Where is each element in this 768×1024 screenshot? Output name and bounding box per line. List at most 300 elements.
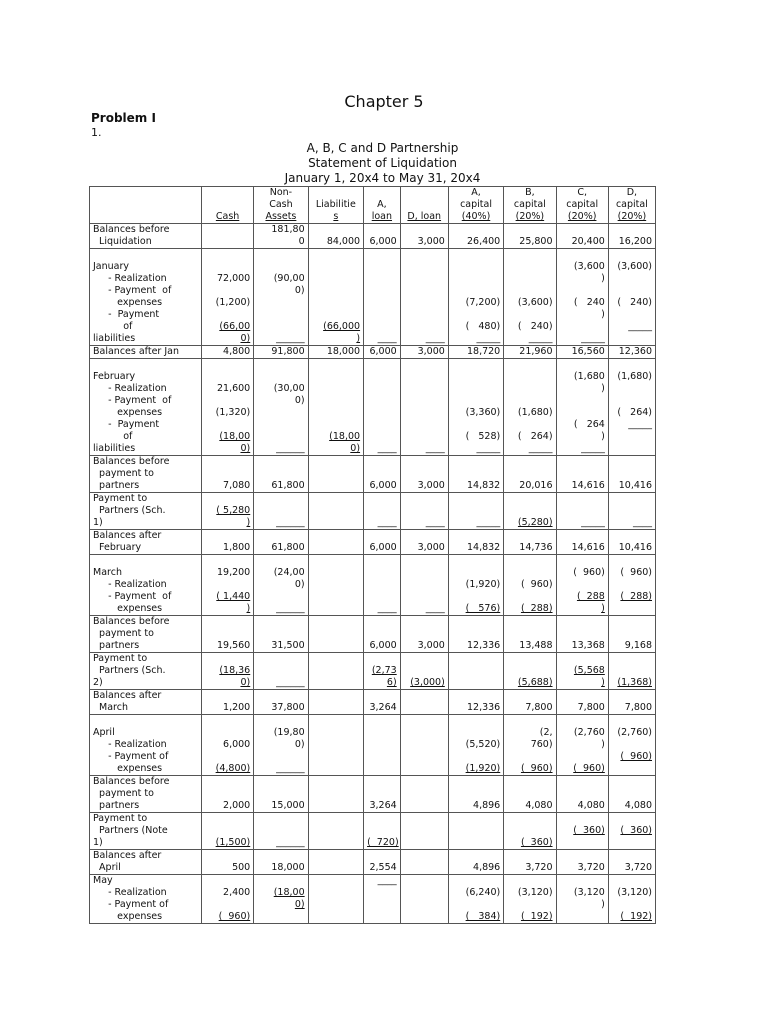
cell-value: 16,560 — [571, 346, 605, 357]
cell-value: 26,400 — [466, 236, 501, 247]
cell-value: 21,960 — [519, 346, 553, 357]
cell-value: 13,488 — [519, 640, 553, 651]
value-cell — [556, 224, 608, 249]
cell-value — [612, 579, 652, 591]
row-label — [90, 359, 202, 456]
value-cell — [556, 249, 608, 346]
cell-value — [312, 359, 360, 371]
cell-value — [367, 297, 397, 309]
statement-title-line: A, B, C and D Partnership — [306, 141, 459, 155]
cell-value — [507, 419, 552, 431]
cell-value: 0) — [240, 677, 251, 688]
column-header — [448, 187, 503, 224]
cell-value — [257, 249, 304, 261]
row-label-text: expenses — [93, 407, 163, 418]
cell-value — [404, 763, 445, 775]
cell-value: 0) — [294, 899, 305, 910]
cell-value — [560, 751, 605, 763]
cell-value: 3,264 — [369, 702, 397, 713]
cell-value — [507, 567, 552, 579]
cell-value: 4,896 — [473, 862, 501, 873]
cell-value: ____ — [377, 333, 397, 344]
cell-value: 4,800 — [223, 346, 251, 357]
cell-value — [312, 309, 360, 321]
cell-value — [404, 371, 445, 383]
cell-value: 72,000 — [216, 273, 251, 284]
column-header-text: loan — [371, 211, 393, 222]
cell-value — [367, 419, 397, 431]
cell-value — [452, 359, 500, 371]
value-cell — [608, 346, 655, 359]
cell-value: 0 — [298, 236, 305, 247]
value-cell — [364, 690, 401, 715]
value-cell — [254, 346, 308, 359]
cell-value: 3,000 — [417, 542, 445, 553]
cell-value: ____ — [377, 603, 397, 614]
value-cell — [608, 715, 655, 776]
cell-value — [367, 825, 397, 837]
value-cell — [308, 224, 363, 249]
cell-value: 500 — [232, 862, 251, 873]
value-cell — [364, 346, 401, 359]
value-cell — [556, 555, 608, 616]
cell-value: 0) — [294, 285, 305, 296]
value-cell — [608, 555, 655, 616]
row-label-text — [93, 249, 198, 261]
cell-value: 10,416 — [618, 480, 652, 491]
value-cell — [608, 493, 655, 530]
cell-value — [312, 677, 360, 689]
table-row — [90, 715, 656, 776]
cell-value: 4,896 — [473, 800, 501, 811]
cell-value — [507, 395, 552, 407]
cell-value — [312, 640, 360, 652]
row-label-text: Balances after — [93, 690, 162, 701]
value-cell — [364, 776, 401, 813]
cell-value — [507, 359, 552, 371]
row-label-text: - Payment of — [93, 591, 172, 602]
cell-value — [507, 751, 552, 763]
value-cell — [504, 530, 556, 555]
cell-value — [257, 297, 304, 309]
cell-value: (2,73 — [371, 665, 397, 676]
cell-value: ( 264) — [517, 431, 553, 442]
cell-value: 4,080 — [624, 800, 652, 811]
cell-value — [367, 407, 397, 419]
cell-value — [612, 443, 652, 455]
value-cell — [608, 530, 655, 555]
row-label — [90, 715, 202, 776]
value-cell — [400, 715, 448, 776]
row-label-text: February — [93, 542, 142, 553]
cell-value — [612, 505, 652, 517]
cell-value: ______ — [276, 603, 305, 614]
value-cell — [201, 875, 253, 924]
cell-value — [452, 837, 500, 849]
value-cell — [201, 776, 253, 813]
cell-value — [367, 591, 397, 603]
value-cell — [364, 359, 401, 456]
cell-value — [404, 383, 445, 395]
cell-value: ______ — [276, 443, 305, 454]
table-row — [90, 530, 656, 555]
cell-value — [612, 249, 652, 261]
cell-value: _____ — [476, 443, 501, 454]
cell-value — [507, 591, 552, 603]
cell-value: (3,600 — [573, 261, 605, 272]
value-cell — [448, 653, 503, 690]
cell-value: (3,120) — [617, 887, 652, 898]
row-label-text: Balances before — [93, 776, 170, 787]
cell-value: 6,000 — [369, 236, 397, 247]
cell-value — [452, 419, 500, 431]
cell-value: (2, — [539, 727, 553, 738]
cell-value — [367, 395, 397, 407]
value-cell — [556, 715, 608, 776]
cell-value — [507, 825, 552, 837]
table-row — [90, 249, 656, 346]
row-label-text: - Realization — [93, 887, 167, 898]
cell-value — [367, 285, 397, 297]
cell-value — [404, 407, 445, 419]
cell-value — [452, 591, 500, 603]
cell-value — [205, 359, 250, 371]
value-cell — [608, 850, 655, 875]
cell-value — [257, 407, 304, 419]
cell-value: (3,600) — [617, 261, 652, 272]
row-label-text: - Payment — [93, 309, 160, 320]
value-cell — [308, 616, 363, 653]
row-label-text: Partners (Note — [93, 825, 168, 836]
cell-value: 20,016 — [519, 480, 553, 491]
value-cell — [254, 813, 308, 850]
value-cell — [254, 555, 308, 616]
row-label-text: Liquidation — [93, 236, 152, 247]
cell-value: 0) — [240, 333, 251, 344]
cell-value — [257, 591, 304, 603]
cell-value: 61,800 — [271, 480, 305, 491]
row-label-text: Balances after — [93, 530, 162, 541]
row-label-text: of — [93, 431, 133, 442]
cell-value: 14,616 — [571, 542, 605, 553]
cell-value — [205, 579, 250, 591]
value-cell — [254, 850, 308, 875]
cell-value: 31,500 — [271, 640, 305, 651]
value-cell — [308, 850, 363, 875]
cell-value — [560, 249, 605, 261]
value-cell — [400, 875, 448, 924]
cell-value: 2,000 — [223, 800, 251, 811]
cell-value — [507, 383, 552, 395]
cell-value: ) — [601, 899, 605, 910]
cell-value: (5,688) — [517, 677, 553, 688]
cell-value: (2,760 — [573, 727, 605, 738]
cell-value — [452, 751, 500, 763]
cell-value — [612, 875, 652, 887]
cell-value — [367, 273, 397, 285]
cell-value — [404, 395, 445, 407]
cell-value: 18,000 — [326, 346, 361, 357]
cell-value — [507, 665, 552, 677]
cell-value: 3,000 — [417, 236, 445, 247]
cell-value: 25,800 — [519, 236, 553, 247]
value-cell — [308, 813, 363, 850]
cell-value — [257, 371, 304, 383]
value-cell — [201, 359, 253, 456]
cell-value — [312, 800, 360, 812]
column-header — [608, 187, 655, 224]
table-row — [90, 555, 656, 616]
cell-value — [612, 273, 652, 285]
row-label-text: - Realization — [93, 739, 167, 750]
value-cell — [254, 224, 308, 249]
row-label — [90, 249, 202, 346]
cell-value: ______ — [276, 517, 305, 528]
cell-value — [312, 419, 360, 431]
cell-value: 14,736 — [519, 542, 553, 553]
column-header — [504, 187, 556, 224]
cell-value — [452, 505, 500, 517]
cell-value: ( 240 — [573, 297, 605, 308]
cell-value — [560, 359, 605, 371]
cell-value — [367, 371, 397, 383]
cell-value: 181,80 — [271, 224, 305, 235]
cell-value: 18,720 — [466, 346, 501, 357]
cell-value: 1,200 — [223, 702, 251, 713]
cell-value: 2,400 — [223, 887, 251, 898]
cell-value: 6,000 — [369, 640, 397, 651]
cell-value: ______ — [276, 837, 305, 848]
cell-value — [312, 763, 360, 775]
row-label-text: partners — [93, 800, 140, 811]
row-label-text: Balances before — [93, 224, 170, 235]
cell-value — [507, 285, 552, 297]
cell-value — [560, 407, 605, 419]
value-cell — [201, 813, 253, 850]
cell-value — [205, 751, 250, 763]
column-header-text: (20%) — [567, 211, 597, 222]
cell-value — [612, 359, 652, 371]
cell-value — [312, 862, 360, 874]
cell-value: 7,800 — [624, 702, 652, 713]
cell-value — [257, 321, 304, 333]
value-cell — [400, 555, 448, 616]
column-header — [90, 187, 202, 224]
cell-value — [257, 431, 304, 443]
value-cell — [608, 616, 655, 653]
value-cell — [254, 653, 308, 690]
value-cell — [201, 224, 253, 249]
value-cell — [308, 715, 363, 776]
cell-value — [452, 727, 500, 739]
statement-title-block — [180, 141, 585, 186]
cell-value — [507, 555, 552, 567]
cell-value: (90,00 — [273, 273, 305, 284]
row-label-text: Balances after — [93, 850, 162, 861]
cell-value: (1,320) — [215, 407, 251, 418]
cell-value: ( 960) — [620, 751, 652, 762]
value-cell — [504, 653, 556, 690]
row-label-text: payment to — [93, 468, 154, 479]
value-cell — [504, 875, 556, 924]
cell-value — [452, 285, 500, 297]
cell-value — [257, 715, 304, 727]
cell-value — [612, 665, 652, 677]
column-header-text: (20%) — [617, 211, 647, 222]
value-cell — [364, 224, 401, 249]
cell-value — [205, 555, 250, 567]
value-cell — [504, 224, 556, 249]
value-cell — [201, 555, 253, 616]
cell-value — [205, 875, 250, 887]
statement-title-line: January 1, 20x4 to May 31, 20x4 — [284, 171, 481, 185]
row-label-text: - Payment — [93, 419, 160, 430]
value-cell — [364, 555, 401, 616]
cell-value — [507, 505, 552, 517]
row-label-text: Balances before — [93, 616, 170, 627]
cell-value: 760) — [530, 739, 553, 750]
table-row — [90, 776, 656, 813]
row-label — [90, 456, 202, 493]
cell-value: ( 720) — [367, 837, 399, 848]
cell-value — [452, 567, 500, 579]
value-cell — [308, 776, 363, 813]
value-cell — [608, 456, 655, 493]
cell-value — [612, 285, 652, 297]
value-cell — [608, 875, 655, 924]
column-header-text: capital — [460, 199, 492, 210]
row-label — [90, 813, 202, 850]
value-cell — [201, 690, 253, 715]
row-label — [90, 224, 202, 249]
value-cell — [504, 359, 556, 456]
value-cell — [448, 813, 503, 850]
cell-value — [312, 371, 360, 383]
cell-value: 4,080 — [525, 800, 553, 811]
row-label-text: partners — [93, 640, 140, 651]
value-cell — [201, 530, 253, 555]
row-label-text: January — [93, 261, 130, 272]
value-cell — [504, 555, 556, 616]
cell-value: ( 480) — [465, 321, 501, 332]
value-cell — [504, 813, 556, 850]
value-cell — [364, 493, 401, 530]
cell-value — [367, 887, 397, 899]
row-label-text: Payment to — [93, 813, 148, 824]
value-cell — [448, 224, 503, 249]
value-cell — [254, 776, 308, 813]
cell-value: 3,720 — [624, 862, 652, 873]
value-cell — [308, 555, 363, 616]
cell-value — [507, 309, 552, 321]
row-label-text: partners — [93, 480, 140, 491]
value-cell — [504, 690, 556, 715]
value-cell — [254, 715, 308, 776]
cell-value — [404, 800, 445, 812]
cell-value: ( 240) — [517, 321, 553, 332]
column-header-text: s — [333, 211, 339, 222]
value-cell — [400, 359, 448, 456]
cell-value: ( 192) — [620, 911, 652, 922]
cell-value: (66,00 — [219, 321, 251, 332]
row-label-text: 1) — [93, 517, 103, 528]
cell-value: (5,280) — [517, 517, 553, 528]
cell-value — [205, 825, 250, 837]
cell-value: ( 288) — [520, 603, 553, 614]
cell-value — [312, 285, 360, 297]
row-label-text: Balances before — [93, 456, 170, 467]
column-header-text — [93, 211, 198, 223]
cell-value — [312, 395, 360, 407]
value-cell — [201, 715, 253, 776]
cell-value — [205, 419, 250, 431]
value-cell — [504, 493, 556, 530]
cell-value — [560, 555, 605, 567]
cell-value: 0) — [294, 579, 305, 590]
cell-value — [452, 875, 500, 887]
cell-value — [612, 899, 652, 911]
cell-value — [367, 309, 397, 321]
row-label — [90, 776, 202, 813]
row-label-text: - Realization — [93, 273, 167, 284]
value-cell — [504, 776, 556, 813]
cell-value — [560, 715, 605, 727]
cell-value — [404, 567, 445, 579]
row-label-text: payment to — [93, 788, 154, 799]
table-header-row — [90, 187, 656, 224]
value-cell — [364, 715, 401, 776]
cell-value: (3,600) — [517, 297, 553, 308]
cell-value — [612, 431, 652, 443]
cell-value: ( 288) — [620, 591, 652, 602]
row-label-text — [93, 555, 198, 567]
value-cell — [364, 249, 401, 346]
value-cell — [308, 653, 363, 690]
row-label — [90, 493, 202, 530]
column-header — [364, 187, 401, 224]
cell-value: ____ — [377, 875, 397, 886]
item-number: 1. — [91, 126, 102, 139]
row-label — [90, 850, 202, 875]
cell-value — [312, 911, 360, 923]
row-label-text: April — [93, 727, 115, 738]
value-cell — [448, 530, 503, 555]
cell-value: ( 264 — [573, 419, 605, 430]
cell-value — [404, 665, 445, 677]
value-cell — [400, 224, 448, 249]
table-row — [90, 653, 656, 690]
row-label-text: of — [93, 321, 133, 332]
table-row — [90, 690, 656, 715]
cell-value: 2,554 — [369, 862, 397, 873]
row-label-text — [93, 359, 198, 371]
value-cell — [254, 249, 308, 346]
cell-value: ____ — [377, 443, 397, 454]
value-cell — [608, 776, 655, 813]
cell-value: (4,800) — [215, 763, 251, 774]
value-cell — [556, 653, 608, 690]
cell-value: 61,800 — [271, 542, 305, 553]
value-cell — [254, 690, 308, 715]
value-cell — [308, 249, 363, 346]
cell-value: 0) — [294, 395, 305, 406]
cell-value: ( 960) — [620, 567, 652, 578]
value-cell — [201, 653, 253, 690]
value-cell — [400, 813, 448, 850]
row-label — [90, 653, 202, 690]
cell-value: _____ — [581, 333, 605, 344]
cell-value — [312, 273, 360, 285]
